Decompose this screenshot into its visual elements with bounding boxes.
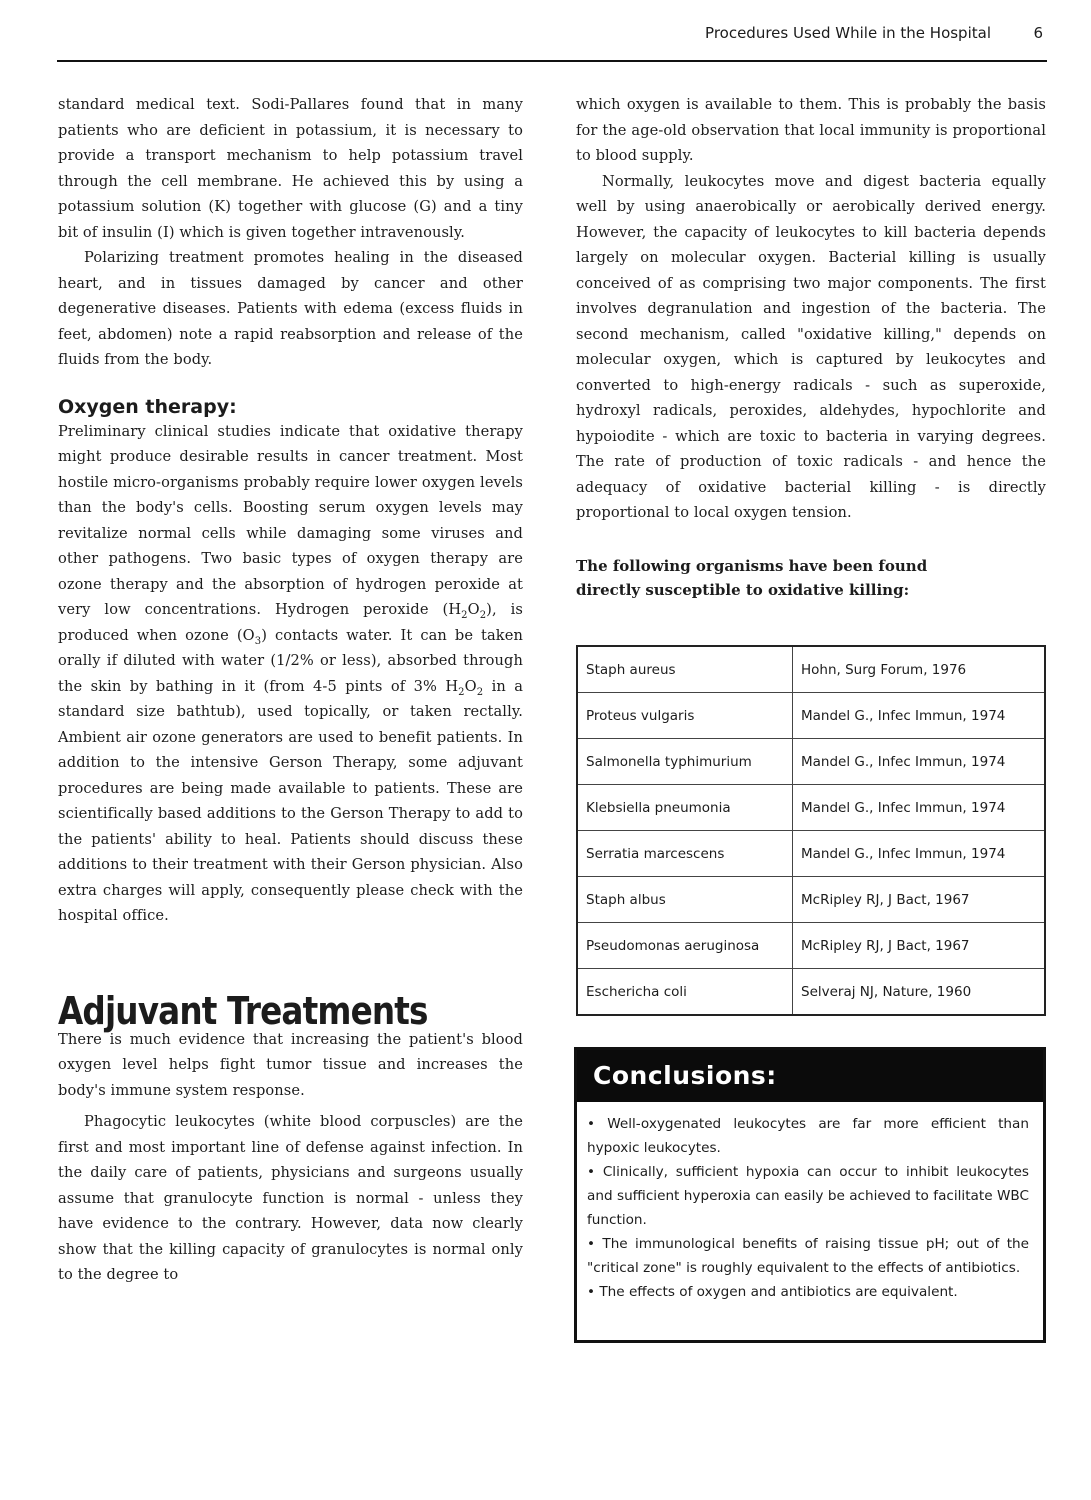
table-row [577, 739, 1045, 785]
paragraph: Polarizing treatment promotes healing in the diseased heart, and in tissues damaged by cancer and other degenerative diseases. Patients with edema (excess fluids in feet, abdomen) note a rapid reabsorption and release of the fluids from the body. [58, 249, 523, 368]
paragraph: which oxygen is available to them. This is probably the basis for the age-old observation that local immunity is proportional to blood supply. [576, 96, 1046, 164]
conclusions-title: Conclusions: [577, 1050, 1043, 1102]
organism-source: McRipley RJ, J Bact, 1967 [793, 923, 1046, 969]
page-header [57, 22, 1047, 62]
table-row [577, 923, 1045, 969]
paragraph-oxygen: Preliminary clinical studies indicate that oxidative therapy might produce desirable results in cancer treatment. Most hostile micro-organisms probably require lower oxygen levels than the body's cells. Boosting serum oxygen levels may revitalize normal cells while damaging some viruses and other pathogens. Two basic types of oxygen therapy are ozone therapy and the absorption of hydrogen peroxide at very low concentrations. Hydrogen peroxide $(H_2O_2)$, is produced when ozone $(O_3)$ contacts water. It can be taken orally if diluted with water (1/2% or less), absorbed through the skin by bathing in it (from 4-5 pints of 3% $H_2O_2$ in a standard size bathtub), used topically, or taken rectally. Ambient air ozone generators are used to benefit patients. In addition to the intensive Gerson Therapy, some adjuvant procedures are being made available to patients. These are scientifically based additions to the Gerson Therapy to add to the patients' ability to heal. Patients should discuss these additions to their treatment with their Gerson physician. Also extra charges will apply, consequently please check with the hospital office. [58, 422, 524, 924]
page-title-adjuvant: Adjuvant Treatments [58, 988, 428, 1033]
organism-name: Staph aureus [577, 646, 793, 693]
paragraph: standard medical text. Sodi-Pallares found that in many patients who are deficient in potassium, it is necessary to provide a transport mechanism to help potassium travel through the cell membrane. He achieved this by using a potassium solution (K) together with glucose (G) and a tiny bit of insulin (I) which is given together intravenously. [58, 96, 523, 241]
organism-source: Mandel G., Infec Immun, 1974 [793, 693, 1046, 739]
table-lead [576, 554, 1046, 602]
conclusion-item: • Clinically, sufficient hypoxia can occur to inhibit leukocytes and sufficient hyperoxia can easily be achieved to facilitate WBC function. [587, 1160, 1029, 1232]
table-row [577, 646, 1045, 693]
organism-source: Mandel G., Infec Immun, 1974 [793, 831, 1046, 877]
conclusions-box [574, 1047, 1046, 1343]
organism-name: Klebsiella pneumonia [577, 785, 793, 831]
conclusion-item: • The effects of oxygen and antibiotics are equivalent. [587, 1280, 1029, 1304]
organism-source: McRipley RJ, J Bact, 1967 [793, 877, 1046, 923]
paragraph: Phagocytic leukocytes (white blood corpuscles) are the first and most important line of defense against infection. In the daily care of patients, physicians and surgeons usually assume that granulocyte function is normal - unless they have evidence to the contrary. However, data now clearly show that the killing capacity of granulocytes is normal only to the degree to [58, 1113, 523, 1283]
right-column [576, 92, 1046, 602]
organism-name: Salmonella typhimurium [577, 739, 793, 785]
conclusion-item: • Well-oxygenated leukocytes are far more efficient than hypoxic leukocytes. [587, 1112, 1029, 1160]
paragraph: There is much evidence that increasing the patient's blood oxygen level helps fight tumor tissue and increases the body's immune system response. [58, 1030, 523, 1099]
table-lead-line: directly susceptible to oxidative killing: [576, 580, 910, 599]
organism-name: Staph albus [577, 877, 793, 923]
table-row [577, 831, 1045, 877]
organism-source: Selveraj NJ, Nature, 1960 [793, 969, 1046, 1016]
organism-name: Pseudomonas aeruginosa [577, 923, 793, 969]
organism-source: Mandel G., Infec Immun, 1974 [793, 739, 1046, 785]
organism-name: Proteus vulgaris [577, 693, 793, 739]
paragraph: Normally, leukocytes move and digest bacteria equally well by using anaerobically or aerobically derived energy. However, the capacity of leukocytes to kill bacteria depends largely on molecular oxygen. Bacterial killing is usually conceived of as comprising two major components. The first involves degranulation and ingestion of the bacteria. The second mechanism, called "oxidative killing," depends on molecular oxygen, which is captured by leukocytes and converted to high-energy radicals - such as superoxide, hydroxyl radicals, peroxides, aldehydes, hypochlorite and hypoiodite - which are toxic to bacteria in varying degrees. The rate of production of toxic radicals - and hence the adequacy of oxidative bacterial killing - is directly proportional to local oxygen tension. [576, 172, 1046, 521]
conclusion-item: • The immunological benefits of raising tissue pH; out of the "critical zone" is roughly equivalent to the effects of antibiotics. [587, 1232, 1029, 1280]
table-row [577, 693, 1045, 739]
table-row [577, 969, 1045, 1016]
table-row [577, 785, 1045, 831]
conclusions-list [587, 1112, 1029, 1304]
left-column [58, 92, 523, 1288]
organism-name: Eschericha coli [577, 969, 793, 1016]
section-heading-oxygen: Oxygen therapy: [58, 395, 237, 418]
organism-source: Hohn, Surg Forum, 1976 [793, 646, 1046, 693]
table-lead-line: The following organisms have been found [576, 556, 928, 575]
organism-name: Serratia marcescens [577, 831, 793, 877]
running-title: Procedures Used While in the Hospital [705, 24, 991, 42]
page-number: 6 [1033, 24, 1043, 42]
organism-source: Mandel G., Infec Immun, 1974 [793, 785, 1046, 831]
table-row [577, 877, 1045, 923]
organisms-table [576, 645, 1046, 1016]
